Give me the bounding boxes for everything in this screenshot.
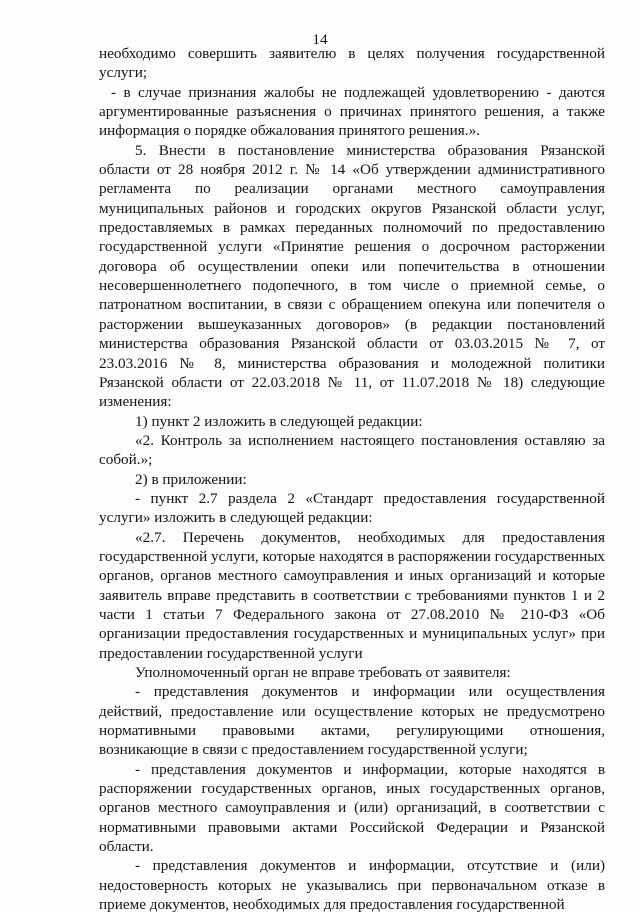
paragraph: 1) пункт 2 изложить в следующей редакции: [135, 412, 423, 430]
paragraph: - представления документов и информации, отсутствие и (или) недостоверность которых не указывались при первоначальном отказе в приеме документов, необходимых для предоставления государственной [99, 857, 605, 914]
paragraph: - пункт 2.7 раздела 2 «Стандарт предоставления государственной услуги» изложить в следующей редакции: [99, 489, 605, 527]
paragraph: 5. Внести в постановление министерства образования Рязанской области от 28 ноября 2012 г. № 14 «Об утверждении административного регламента по реализации органами местного самоуправления муниципальных районов и городских округов Рязанской области услуг, предоставляемых в рамках переданных полномочий по предоставлению государственной услуги «Принятие решения о досрочном расторжении договора об осуществлении опеки или попечительства в отношении несовершеннолетнего подопечного, в том числе о приемной семье, о патронатном воспитании, в связи с обращением опекуна или попечителя о расторжении вышеуказанных договоров» (в редакции постановлений министерства образования Рязанской области от 03.03.2015 № 7, от 23.03.2016 № 8, министерства образования и молодежной политики Рязанской области от 22.03.2018 № 11, от 11.07.2018 № 18) следующие изменения: [99, 141, 605, 411]
paragraph: необходимо совершить заявителю в целях получения государственной услуги; [99, 45, 605, 82]
paragraph: - представления документов и информации или осуществления действий, предоставление или осуществление которых не предусмотрено нормативными правовыми актами, регулирующими отношения, возникающие в связи с предоставлением государственной услуги; [99, 683, 605, 759]
paragraph: «2. Контроль за исполнением настоящего постановления оставляю за собой.»; [99, 431, 605, 469]
page-number: 14 [312, 31, 328, 48]
paragraph: «2.7. Перечень документов, необходимых для предоставления государственной услуги, которые находятся в распоряжении государственных органов, органов местного самоуправления и иных организаций и которые заявитель вправе представить в соответствии с требованиями пунктов 1 и 2 части 1 статьи 7 Федерального закона от 27.08.2010 № 210-ФЗ «Об организации предоставления государственных и муниципальных услуг» при предоставлении государственной услуги [99, 528, 605, 662]
paragraph: - представления документов и информации, которые находятся в распоряжении государственных органов, иных государственных органов, органов местного самоуправления и (или) организаций, в соответствии с нормативными правовыми актами Российской Федерации и Рязанской области. [99, 760, 605, 856]
paragraph: - в случае признания жалобы не подлежащей удовлетворению - даются аргументированные разъяснения о причинах принятого решения, а также информация о порядке обжалования принятого решения.». [99, 83, 605, 140]
paragraph: Уполномоченный орган не вправе требовать от заявителя: [135, 664, 511, 681]
paragraph: 2) в приложении: [135, 470, 247, 488]
document-body [99, 44, 605, 914]
